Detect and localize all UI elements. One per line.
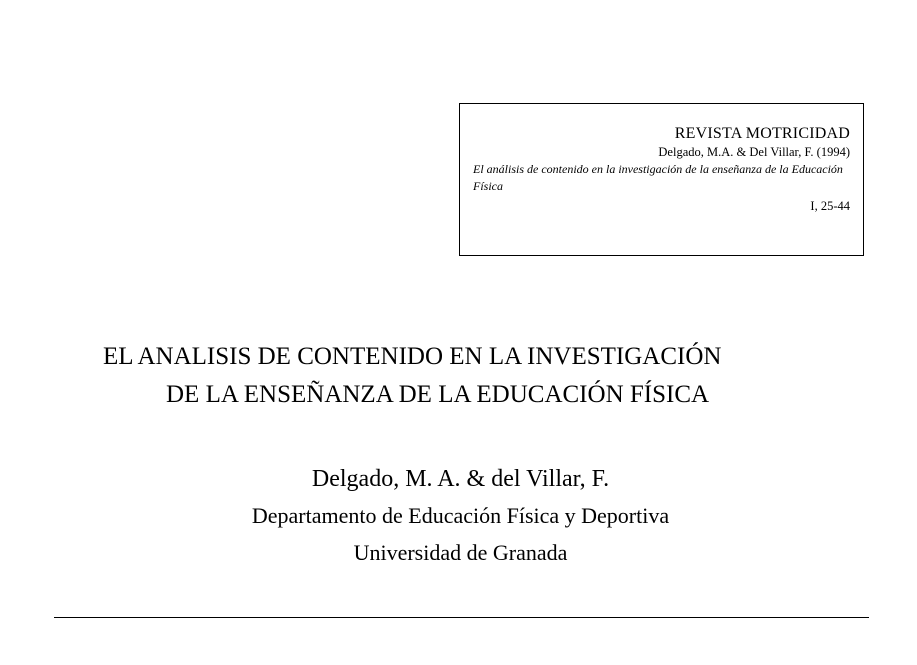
department: Departamento de Educación Física y Deportiva [251, 503, 670, 528]
citation-authors-year: Delgado, M.A. & Del Villar, F. (1994) [658, 145, 850, 159]
journal-citation-box [459, 103, 864, 256]
citation-volume-pages: I, 25-44 [810, 199, 850, 213]
authors: Delgado, M. A. & del Villar, F. [311, 466, 610, 492]
paper-title-line-2: DE LA ENSEÑANZA DE LA EDUCACIÓN FÍSICA [166, 381, 710, 408]
journal-name: REVISTA MOTRICIDAD [674, 125, 850, 142]
university: Universidad de Granada [353, 540, 568, 565]
citation-article-title: El análisis de contenido en la investigación de la enseñanza de la Educación Física [473, 162, 843, 193]
author-byline [0, 461, 917, 571]
paper-title-line-1: EL ANALISIS DE CONTENIDO EN LA INVESTIGACIÓN [103, 343, 722, 370]
horizontal-rule [54, 617, 869, 618]
